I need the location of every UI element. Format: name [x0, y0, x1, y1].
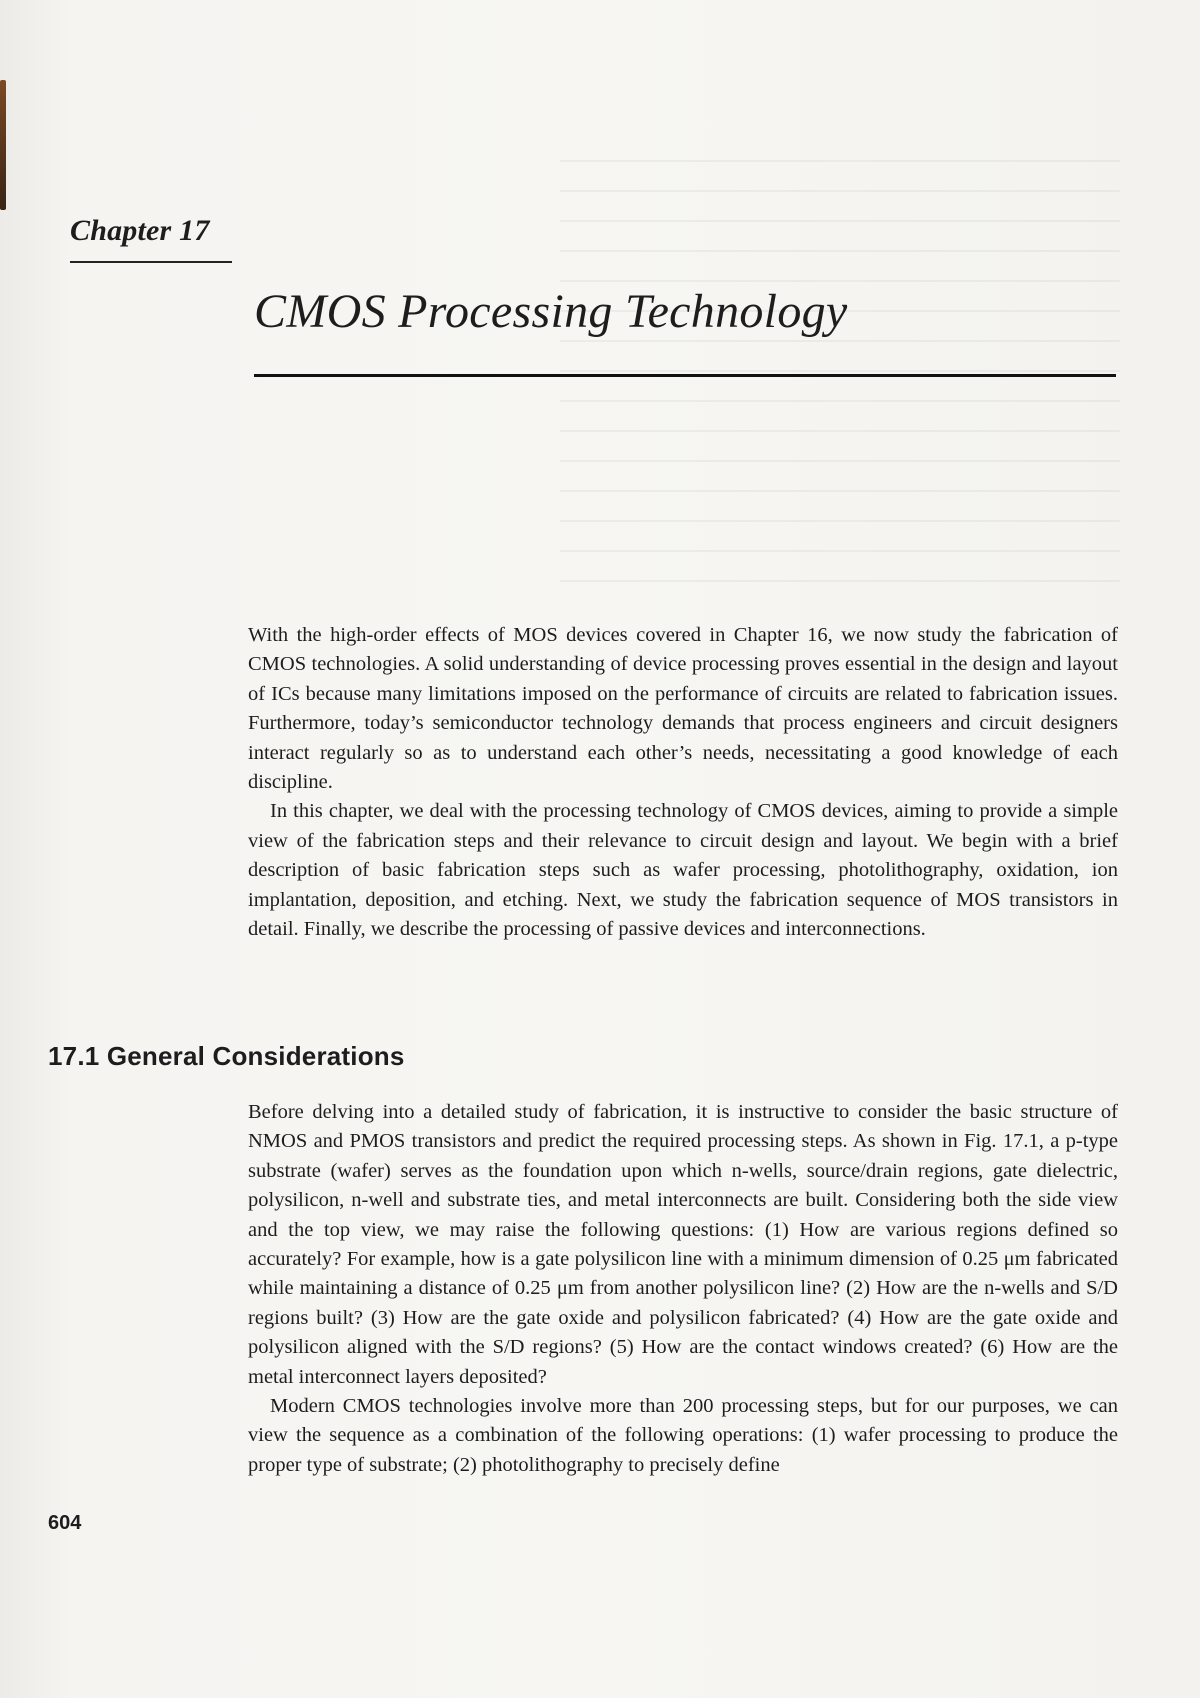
section-heading: 17.1 General Considerations	[48, 1041, 405, 1071]
chapter-title-rule	[254, 374, 1116, 377]
page-edge-shadow	[0, 80, 6, 210]
section-paragraph-2: Modern CMOS technologies involve more than 200 processing steps, but for our purposes, we can view the sequence as a combination of the following operations: (1) wafer processing to produce the proper type of substrate; (2) photolithography to precisely define	[248, 1395, 1118, 1476]
section-paragraph-1: Before delving into a detailed study of fabrication, it is instructive to consider the basic structure of NMOS and PMOS transistors and predict the required processing steps. As shown in Fig. 17.1, a p-type substrate (wafer) serves as the foundation upon which n-wells, source/drain regions, gate dielectric, polysilicon, n-well and substrate ties, and metal interconnects are built. Considering both the side view and the top view, we may raise the following questions: (1) How are various regions defined so accurately? For example, how is a gate polysilicon line with a minimum dimension of 0.25 μm fabricated while maintaining a distance of 0.25 μm from another polysilicon line? (2) How are the n-wells and S/D regions built? (3) How are the gate oxide and polysilicon fabricated? (4) How are the gate oxide and polysilicon aligned with the S/D regions? (5) How are the contact windows created? (6) How are the metal interconnect layers deposited?	[248, 1101, 1118, 1388]
chapter-label: Chapter 17	[70, 214, 210, 247]
intro-paragraph-1: With the high-order effects of MOS devices covered in Chapter 16, we now study the fabrication of CMOS technologies. A solid understanding of device processing proves essential in the design and layout of ICs because many limitations imposed on the performance of circuits are related to fabrication issues. Furthermore, today’s semiconductor technology demands that process engineers and circuit designers interact regularly so as to understand each other’s needs, necessitating a good knowledge of each discipline.	[248, 624, 1118, 794]
section-body-text	[248, 1098, 1118, 1480]
intro-paragraph-2: In this chapter, we deal with the processing technology of CMOS devices, aiming to provide a simple view of the fabrication steps and their relevance to circuit design and layout. We begin with a brief description of basic fabrication steps such as wafer processing, photolithography, oxidation, ion implantation, deposition, and etching. Next, we study the fabrication sequence of MOS transistors in detail. Finally, we describe the processing of passive devices and interconnections.	[248, 800, 1118, 941]
page-number: 604	[48, 1512, 82, 1534]
chapter-label-rule	[70, 261, 232, 263]
chapter-title: CMOS Processing Technology	[254, 285, 848, 338]
bleed-through-text	[560, 160, 1120, 600]
intro-text	[248, 621, 1118, 944]
